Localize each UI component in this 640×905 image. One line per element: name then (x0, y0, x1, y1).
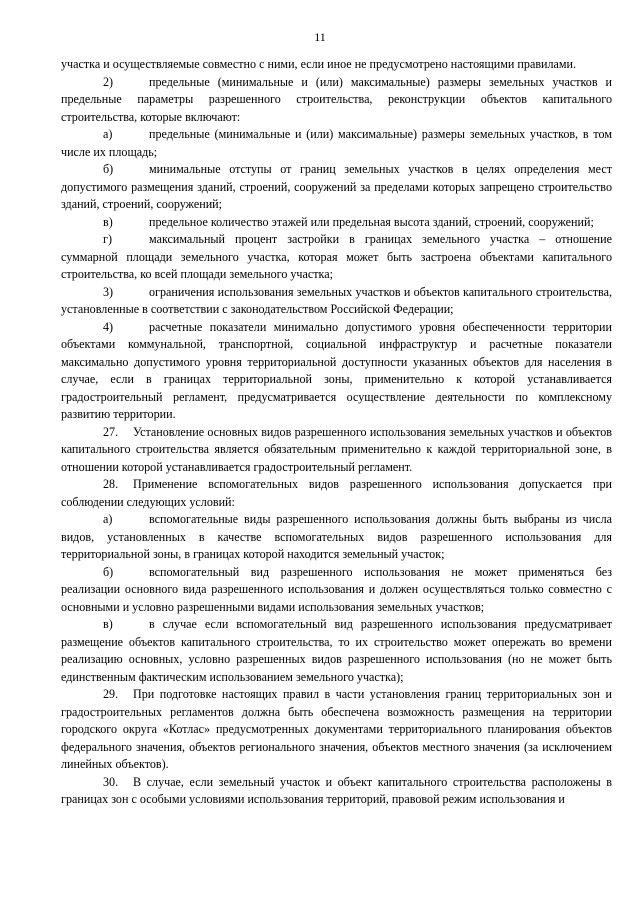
paragraph-text: вспомогательный вид разрешенного использования не может применяться без реализации основного вида разрешенного использования и должен осуществляться только совместно с основными и условно разрешенными видами использования земельных участков; (61, 564, 612, 614)
paragraph-text: предельное количество этажей или предельная высота зданий, строений, сооружений; (149, 214, 594, 229)
document-body (61, 56, 612, 809)
list-item-2 (61, 74, 612, 127)
list-marker: а) (103, 512, 113, 526)
list-marker: 4) (103, 319, 114, 334)
paragraph-text: предельные (минимальные и (или) максимальные) размеры земельных участков и предельные параметры разрешенного строительства, реконструкции объектов капитального строительства, которые включают: (61, 74, 612, 124)
paragraph-text: В случае, если земельный участок и объект капитального строительства расположены в границах зон с особыми условиями использования территорий, правовой режим использования и (61, 774, 612, 806)
list-marker: г) (103, 232, 112, 246)
clause-29 (61, 686, 612, 774)
paragraph-continuation (61, 56, 612, 74)
clause-number: 30. (103, 774, 119, 789)
list-item-v (61, 214, 612, 232)
paragraph-text: предельные (минимальные и (или) максимальные) размеры земельных участков, в том числе их площадь; (61, 127, 612, 159)
list-marker: в) (103, 214, 113, 229)
paragraph-text: Установление основных видов разрешенного использования земельных участков и объектов капитального строительства является обязательным применительно к каждой территориальной зоне, в отношении которой устанавливается градостроительный регламент. (61, 424, 612, 474)
list-item-b-2 (61, 564, 612, 617)
paragraph-text: вспомогательные виды разрешенного использования должны быть выбраны из числа видов, установленных в качестве вспомогательных видов разрешенного использования для территориальной зоны, в границах которой находится земельный участок; (61, 512, 612, 561)
paragraph-text: максимальный процент застройки в границах земельного участка – отношение суммарной площади земельного участка, которая может быть застроена объектами капитального строительства, ко всей площади земельного участка; (61, 232, 612, 281)
list-item-a-2 (61, 511, 612, 564)
list-marker: в) (103, 617, 113, 631)
list-marker: 3) (103, 284, 114, 299)
list-item-v-2 (61, 616, 612, 686)
clause-number: 29. (103, 687, 119, 701)
list-marker: б) (103, 162, 114, 176)
paragraph-text: ограничения использования земельных участков и объектов капитального строительства, установленные в соответствии с законодательством Российской Федерации; (61, 284, 612, 316)
list-marker: а) (103, 127, 113, 141)
list-item-g (61, 231, 612, 284)
clause-number: 27. (103, 424, 119, 439)
list-item-3 (61, 284, 612, 319)
paragraph-text: Применение вспомогательных видов разрешенного использования допускается при соблюдении следующих условий: (61, 477, 612, 509)
clause-30 (61, 774, 612, 809)
paragraph-text: в случае если вспомогательный вид разрешенного использования предусматривает размещение объектов капитального строительства, то их строительство может опережать во времени реализацию основных, условно разрешенных видов разрешенного использования (но не может быть единственным фактическим использованием земельного участка); (61, 617, 612, 684)
list-marker: 2) (103, 74, 114, 89)
paragraph-text: минимальные отступы от границ земельных участков в целях определения мест допустимого размещения зданий, строений, сооружений за пределами которых запрещено строительство зданий, строений, сооружений; (61, 162, 612, 211)
list-marker: б) (103, 564, 114, 579)
clause-27 (61, 424, 612, 477)
paragraph-text: расчетные показатели минимально допустимого уровня обеспеченности территории объектами коммунальной, транспортной, социальной инфраструктур и расчетные показатели максимально допустимого уровня территориальной доступности указанных объектов для населения в случае, если в границах территориальной зоны, применительно к которой устанавливается градостроительный регламент, предусматривается осуществление деятельности по комплексному развитию территории. (61, 319, 612, 421)
paragraph-text: участка и осуществляемые совместно с ними, если иное не предусмотрено настоящими правилами. (61, 57, 577, 71)
list-item-a (61, 126, 612, 161)
clause-number: 28. (103, 477, 119, 491)
paragraph-text: При подготовке настоящих правил в части установления границ территориальных зон и градостроительных регламентов должна быть обеспечена возможность размещения на территории городского округа «Котлас» предусмотренных документами территориального планирования объектов федерального значения, объектов регионального значения, объектов местного значения (за исключением линейных объектов). (61, 687, 612, 771)
page-number: 11 (314, 30, 326, 44)
list-item-4 (61, 319, 612, 424)
list-item-b (61, 161, 612, 214)
clause-28 (61, 476, 612, 511)
